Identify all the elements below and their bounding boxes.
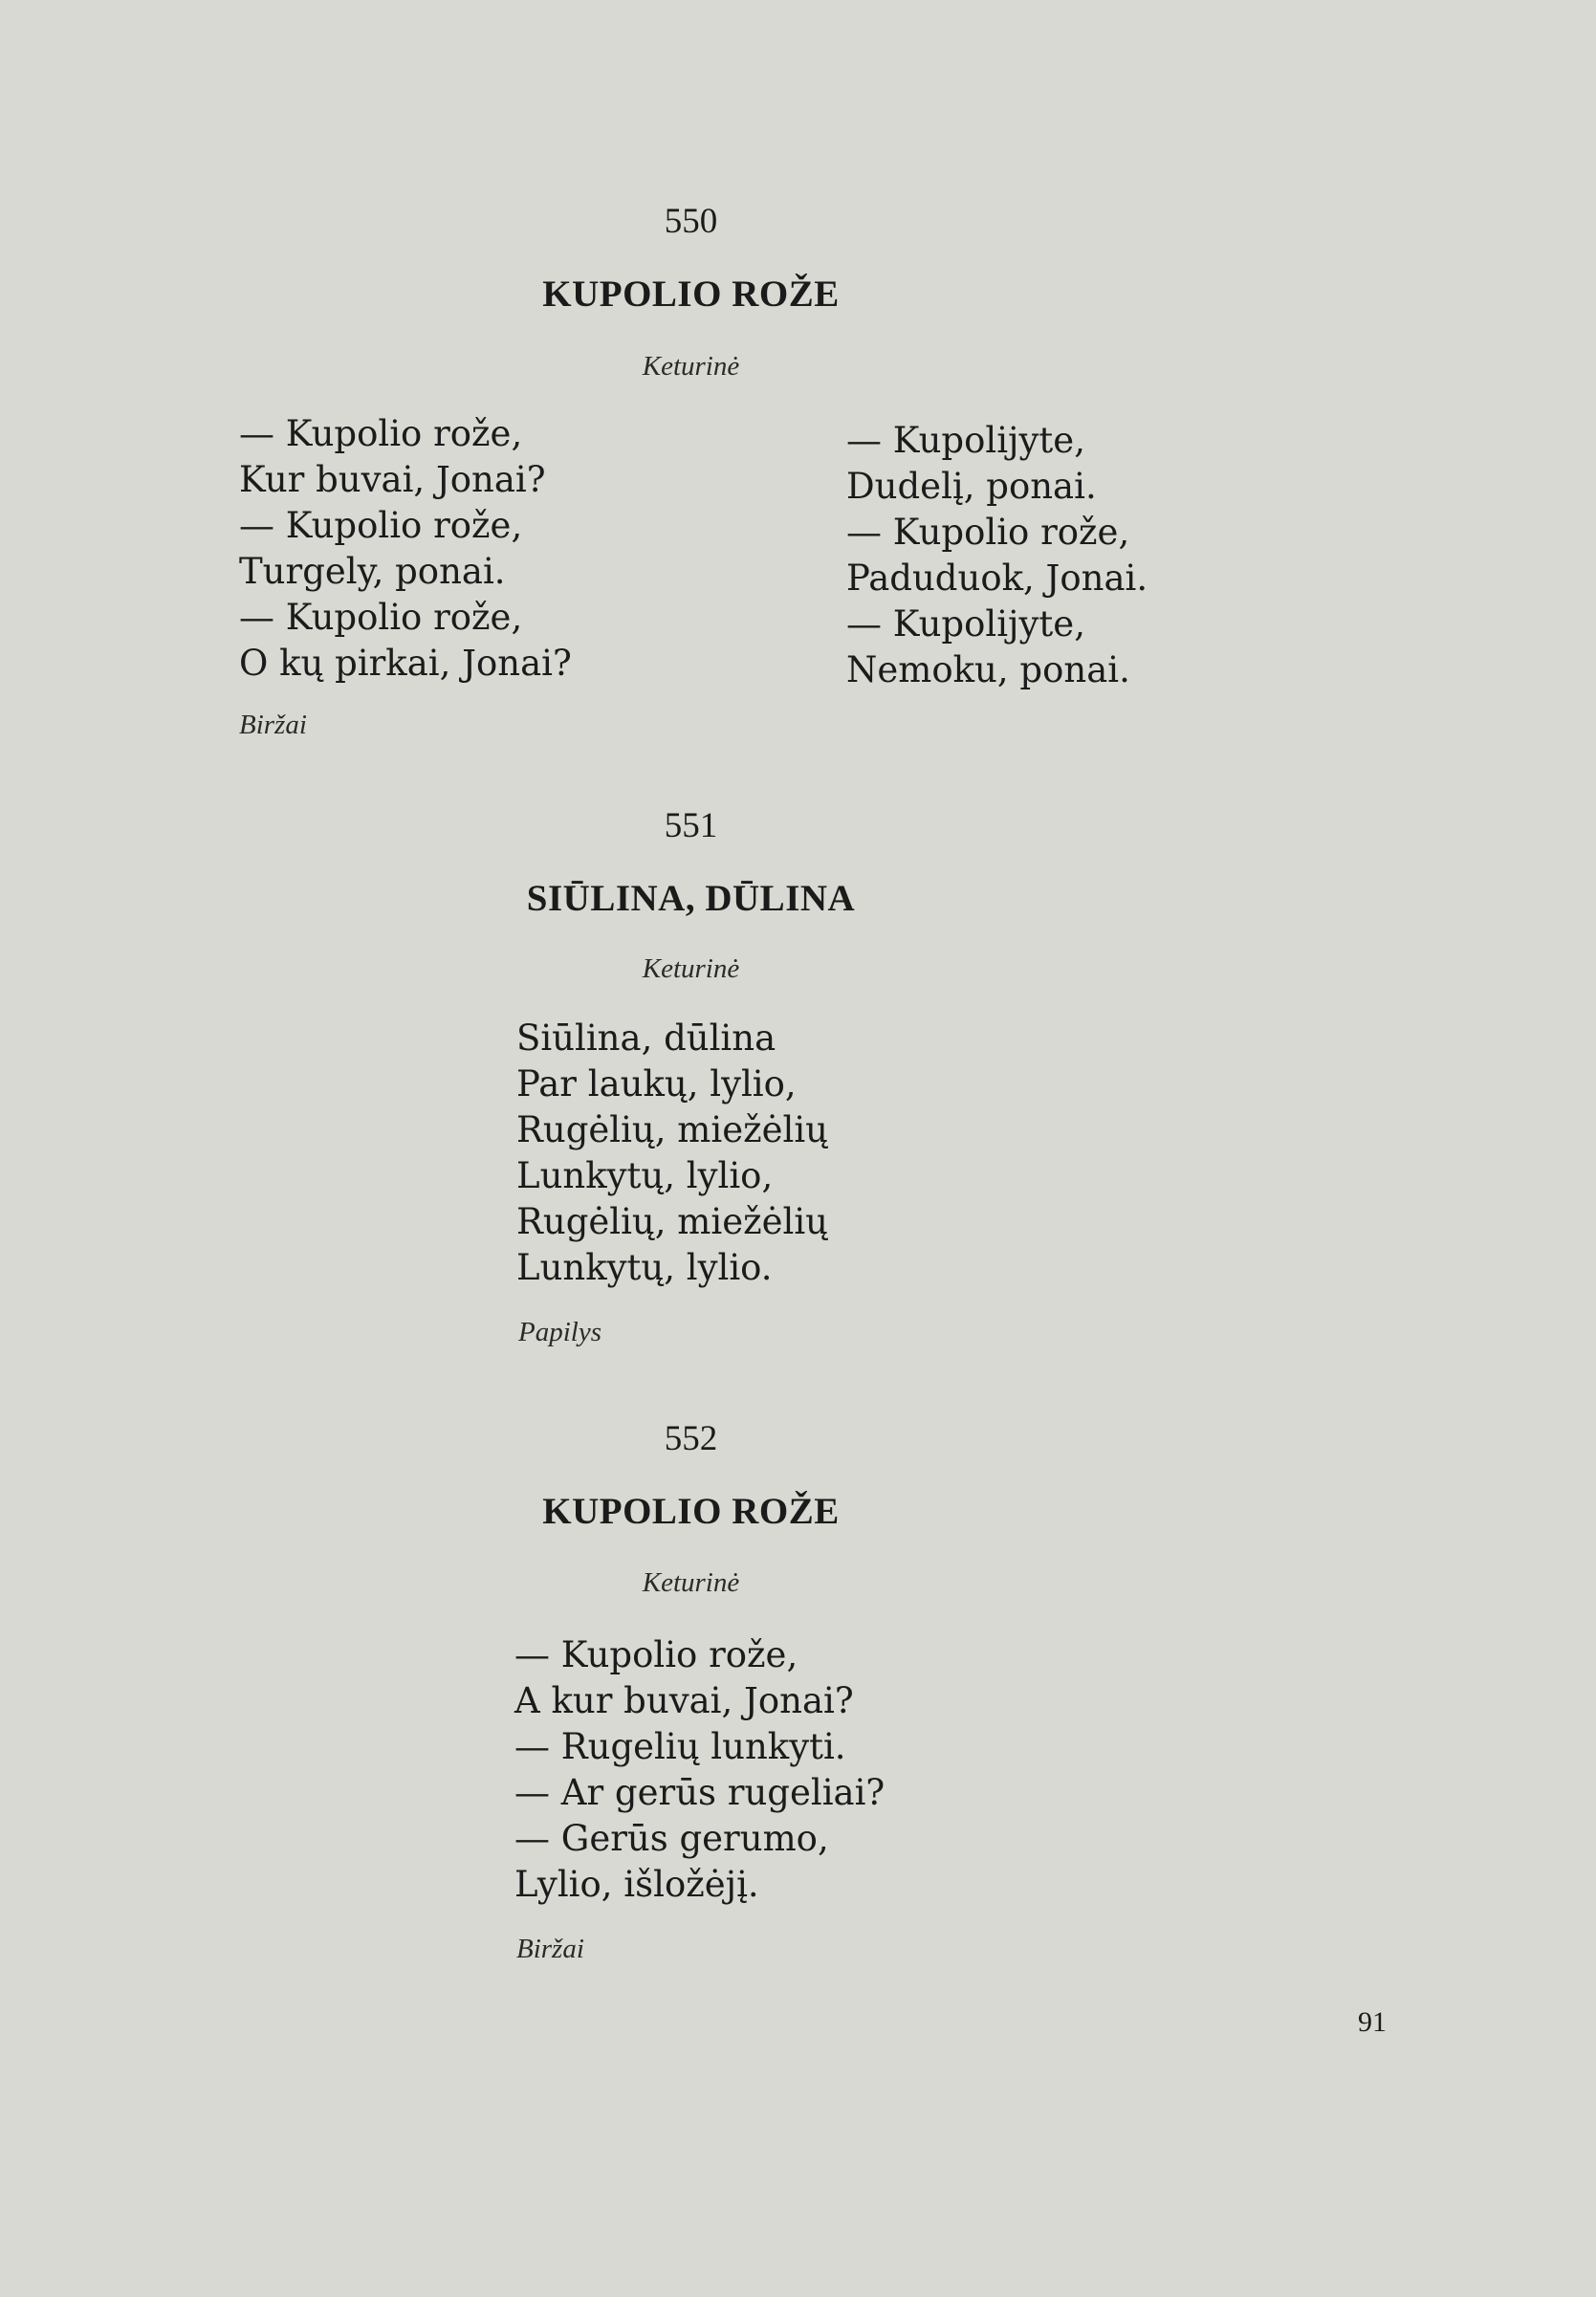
poem-line: O kų pirkai, Jonai? — [239, 643, 572, 684]
song-place: Papilys — [518, 1317, 601, 1347]
song-subtitle: Keturinė — [642, 1567, 740, 1598]
poem-line: — Kupolio rože, — [239, 597, 523, 638]
poem-line: Nemoku, ponai. — [846, 649, 1130, 690]
song-title: KUPOLIO ROŽE — [542, 1491, 840, 1532]
poem-line: Lunkytų, lylio. — [516, 1247, 773, 1288]
poem-line: — Kupolijyte, — [846, 420, 1085, 461]
poem-line: — Ar gerūs rugeliai? — [514, 1772, 885, 1813]
song-title: SIŪLINA, DŪLINA — [526, 878, 856, 919]
song-number: 550 — [664, 202, 718, 241]
poem-line: Rugėlių, miežėlių — [516, 1109, 828, 1150]
poem-line: — Kupolio rože, — [239, 413, 523, 454]
poem-line: Lunkytų, lylio, — [516, 1155, 774, 1196]
poem-line: Siūlina, dūlina — [516, 1017, 776, 1059]
poem-line: — Gerūs gerumo, — [514, 1818, 829, 1859]
poem-column-right — [846, 418, 1148, 693]
song-subtitle: Keturinė — [642, 351, 740, 382]
poem-line: Paduduok, Jonai. — [846, 558, 1148, 599]
poem-line: — Kupolio rože, — [239, 505, 523, 546]
poem-line: — Kupolijyte, — [846, 603, 1085, 645]
page-number: 91 — [1358, 2006, 1387, 2038]
poem-line: Lylio, išložėjį. — [514, 1864, 759, 1905]
poem-column — [514, 1632, 885, 1908]
poem-line: Turgely, ponai. — [239, 551, 506, 592]
poem-line: — Kupolio rože, — [846, 512, 1130, 553]
poem-line: Dudelį, ponai. — [846, 466, 1097, 507]
poem-line: — Kupolio rože, — [514, 1634, 798, 1675]
song-place: Biržai — [239, 710, 307, 740]
poem-line: Par laukų, lylio, — [516, 1063, 797, 1105]
song-number: 552 — [664, 1419, 718, 1458]
song-place: Biržai — [516, 1934, 584, 1964]
poem-column — [516, 1016, 828, 1291]
poem-column-left — [239, 411, 572, 687]
song-number: 551 — [664, 806, 718, 845]
poem-line: — Rugelių lunkyti. — [514, 1726, 846, 1767]
poem-line: Rugėlių, miežėlių — [516, 1201, 828, 1242]
poem-line: A kur buvai, Jonai? — [514, 1680, 854, 1721]
song-title: KUPOLIO ROŽE — [542, 273, 840, 315]
song-subtitle: Keturinė — [642, 953, 740, 984]
poem-line: Kur buvai, Jonai? — [239, 459, 546, 500]
